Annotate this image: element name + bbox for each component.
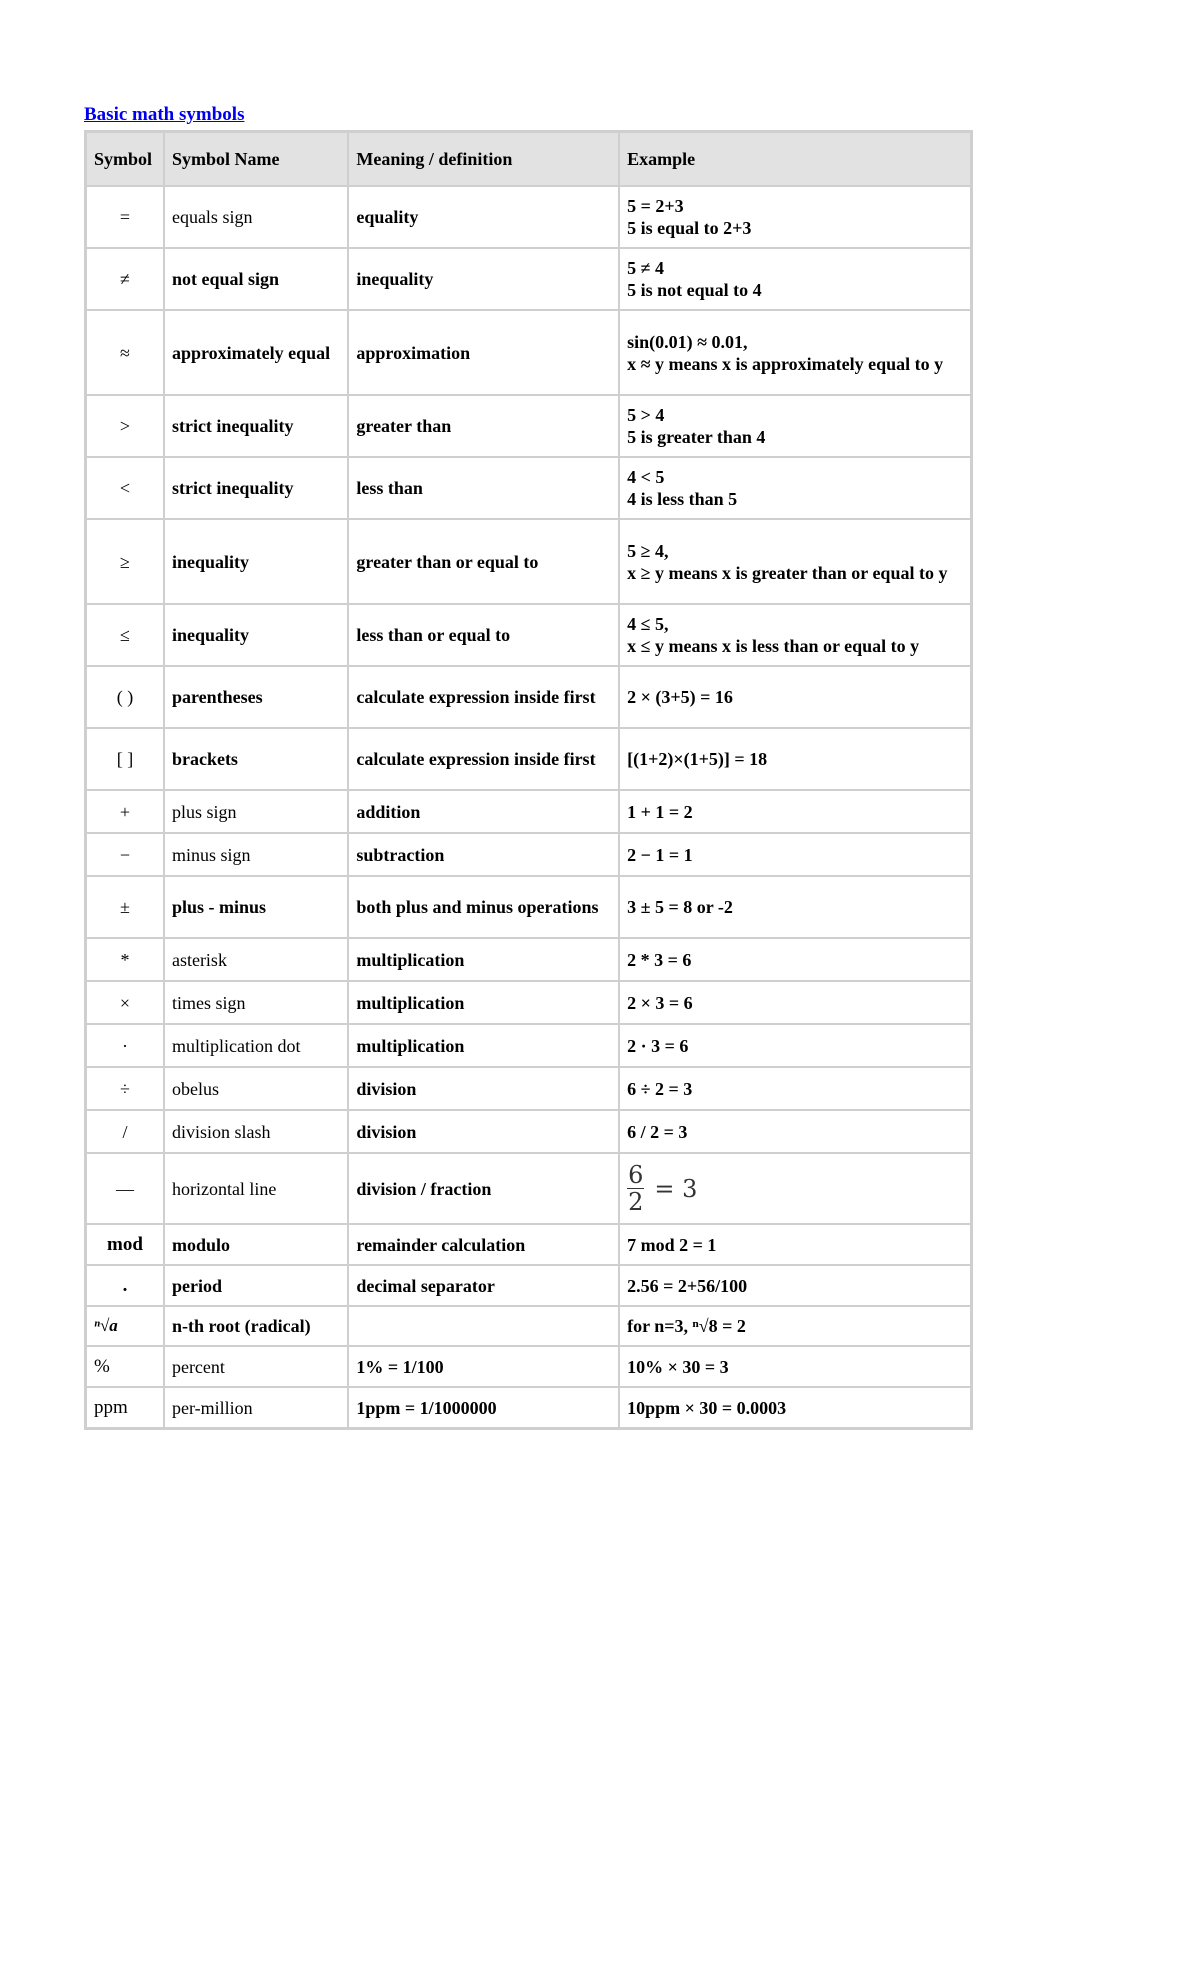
name-cell: parentheses xyxy=(164,666,348,728)
meaning-cell: less than or equal to xyxy=(348,604,619,666)
meaning-cell xyxy=(348,1306,619,1346)
meaning-cell: multiplication xyxy=(348,981,619,1024)
name-cell: equals sign xyxy=(164,186,348,248)
table-row xyxy=(86,1265,971,1306)
table-row xyxy=(86,1024,971,1067)
name-cell: division slash xyxy=(164,1110,348,1153)
table-row xyxy=(86,876,971,938)
symbol-cell: − xyxy=(86,833,164,876)
fraction-result: = 3 xyxy=(654,1174,698,1203)
name-cell: multiplication dot xyxy=(164,1024,348,1067)
symbol-cell: % xyxy=(86,1346,164,1387)
table-row xyxy=(86,833,971,876)
fraction-denominator: 2 xyxy=(628,1188,644,1216)
meaning-cell: addition xyxy=(348,790,619,833)
example-cell xyxy=(619,310,971,395)
meaning-cell: calculate expression inside first xyxy=(348,666,619,728)
example-cell: 6 ÷ 2 = 3 xyxy=(619,1067,971,1110)
table-row xyxy=(86,248,971,310)
example-cell: 10% × 30 = 3 xyxy=(619,1346,971,1387)
example-cell: 2 × (3+5) = 16 xyxy=(619,666,971,728)
math-symbols-table xyxy=(84,130,973,1430)
example-line: 4 < 5 xyxy=(627,467,665,487)
meaning-cell: both plus and minus operations xyxy=(348,876,619,938)
symbol-cell: — xyxy=(86,1153,164,1224)
table-row xyxy=(86,186,971,248)
name-cell: minus sign xyxy=(164,833,348,876)
example-line: 4 ≤ 5, xyxy=(627,614,669,634)
example-cell xyxy=(619,186,971,248)
example-cell: 3 ± 5 = 8 or -2 xyxy=(619,876,971,938)
example-cell: 2 × 3 = 6 xyxy=(619,981,971,1024)
symbol-cell: [ ] xyxy=(86,728,164,790)
symbol-cell: ≤ xyxy=(86,604,164,666)
meaning-cell: 1% = 1/100 xyxy=(348,1346,619,1387)
table-row xyxy=(86,1110,971,1153)
name-cell: brackets xyxy=(164,728,348,790)
meaning-cell: less than xyxy=(348,457,619,519)
example-line: 5 ≥ 4, xyxy=(627,540,669,561)
example-line: 4 is less than 5 xyxy=(627,489,738,509)
header-meaning: Meaning / definition xyxy=(348,132,619,186)
symbol-cell: ± xyxy=(86,876,164,938)
table-row xyxy=(86,395,971,457)
name-cell: horizontal line xyxy=(164,1153,348,1224)
name-cell: modulo xyxy=(164,1224,348,1265)
meaning-cell: division / fraction xyxy=(348,1153,619,1224)
meaning-cell: remainder calculation xyxy=(348,1224,619,1265)
symbol-cell: · xyxy=(86,1024,164,1067)
symbol-cell: * xyxy=(86,938,164,981)
table-row xyxy=(86,666,971,728)
table-row xyxy=(86,457,971,519)
table-row xyxy=(86,310,971,395)
name-cell: inequality xyxy=(164,519,348,604)
meaning-cell: multiplication xyxy=(348,1024,619,1067)
symbol-cell: + xyxy=(86,790,164,833)
name-cell: plus - minus xyxy=(164,876,348,938)
meaning-cell: approximation xyxy=(348,310,619,395)
header-example: Example xyxy=(619,132,971,186)
header-symbol-name: Symbol Name xyxy=(164,132,348,186)
example-cell: 7 mod 2 = 1 xyxy=(619,1224,971,1265)
meaning-cell: subtraction xyxy=(348,833,619,876)
name-cell: percent xyxy=(164,1346,348,1387)
table-row xyxy=(86,981,971,1024)
symbol-cell: ppm xyxy=(86,1387,164,1428)
example-cell xyxy=(619,1153,971,1224)
example-line: sin(0.01) ≈ 0.01, xyxy=(627,331,748,352)
table-row xyxy=(86,728,971,790)
name-cell: period xyxy=(164,1265,348,1306)
example-cell: 2 * 3 = 6 xyxy=(619,938,971,981)
meaning-cell: calculate expression inside first xyxy=(348,728,619,790)
example-cell xyxy=(619,519,971,604)
symbol-cell: > xyxy=(86,395,164,457)
symbol-cell: ≥ xyxy=(86,519,164,604)
symbol-cell: ( ) xyxy=(86,666,164,728)
meaning-cell: decimal separator xyxy=(348,1265,619,1306)
example-line: 5 is greater than 4 xyxy=(627,427,766,447)
example-line: x ≈ y means x is approximately equal to y xyxy=(627,353,944,374)
symbol-cell: ≠ xyxy=(86,248,164,310)
table-row xyxy=(86,519,971,604)
symbol-cell: . xyxy=(86,1265,164,1306)
fraction xyxy=(627,1162,644,1215)
example-cell: for n=3, ⁿ√8 = 2 xyxy=(619,1306,971,1346)
example-cell xyxy=(619,604,971,666)
example-cell: [(1+2)×(1+5)] = 18 xyxy=(619,728,971,790)
name-cell: strict inequality xyxy=(164,395,348,457)
name-cell: strict inequality xyxy=(164,457,348,519)
example-line: 5 is equal to 2+3 xyxy=(627,218,752,238)
meaning-cell: inequality xyxy=(348,248,619,310)
table-row xyxy=(86,938,971,981)
name-cell: inequality xyxy=(164,604,348,666)
fraction-numerator: 6 xyxy=(628,1161,644,1189)
example-cell xyxy=(619,457,971,519)
symbol-cell: < xyxy=(86,457,164,519)
table-row xyxy=(86,1067,971,1110)
meaning-cell: greater than or equal to xyxy=(348,519,619,604)
meaning-cell: greater than xyxy=(348,395,619,457)
meaning-cell: 1ppm = 1/1000000 xyxy=(348,1387,619,1428)
table-row xyxy=(86,1153,971,1224)
example-cell xyxy=(619,395,971,457)
symbol-cell: / xyxy=(86,1110,164,1153)
table-row xyxy=(86,1346,971,1387)
symbol-cell: ⁿ√a xyxy=(86,1306,164,1346)
table-row xyxy=(86,1306,971,1346)
example-line: 5 = 2+3 xyxy=(627,196,684,216)
example-line: 5 ≠ 4 xyxy=(627,258,664,278)
name-cell: asterisk xyxy=(164,938,348,981)
name-cell: approximately equal xyxy=(164,310,348,395)
header-row xyxy=(86,132,971,186)
example-cell xyxy=(619,248,971,310)
header-symbol: Symbol xyxy=(86,132,164,186)
example-cell: 2 − 1 = 1 xyxy=(619,833,971,876)
example-line: 5 is not equal to 4 xyxy=(627,280,762,300)
name-cell: not equal sign xyxy=(164,248,348,310)
meaning-cell: equality xyxy=(348,186,619,248)
example-cell: 2 · 3 = 6 xyxy=(619,1024,971,1067)
name-cell: obelus xyxy=(164,1067,348,1110)
table-row xyxy=(86,1387,971,1428)
name-cell: n-th root (radical) xyxy=(164,1306,348,1346)
example-cell: 1 + 1 = 2 xyxy=(619,790,971,833)
table-row xyxy=(86,1224,971,1265)
name-cell: times sign xyxy=(164,981,348,1024)
symbol-cell: mod xyxy=(86,1224,164,1265)
example-line: x ≤ y means x is less than or equal to y xyxy=(627,636,920,656)
fraction-example xyxy=(627,1162,697,1215)
symbol-cell: = xyxy=(86,186,164,248)
meaning-cell: multiplication xyxy=(348,938,619,981)
symbol-cell: ÷ xyxy=(86,1067,164,1110)
example-cell: 10ppm × 30 = 0.0003 xyxy=(619,1387,971,1428)
name-cell: plus sign xyxy=(164,790,348,833)
name-cell: per-million xyxy=(164,1387,348,1428)
page-title-link[interactable]: Basic math symbols xyxy=(84,104,245,125)
symbol-cell: ≈ xyxy=(86,310,164,395)
example-line: x ≥ y means x is greater than or equal to y xyxy=(627,562,948,583)
example-cell: 2.56 = 2+56/100 xyxy=(619,1265,971,1306)
table-row xyxy=(86,790,971,833)
example-line: 5 > 4 xyxy=(627,405,665,425)
example-cell: 6 / 2 = 3 xyxy=(619,1110,971,1153)
meaning-cell: division xyxy=(348,1110,619,1153)
table-row xyxy=(86,604,971,666)
meaning-cell: division xyxy=(348,1067,619,1110)
symbol-cell: × xyxy=(86,981,164,1024)
